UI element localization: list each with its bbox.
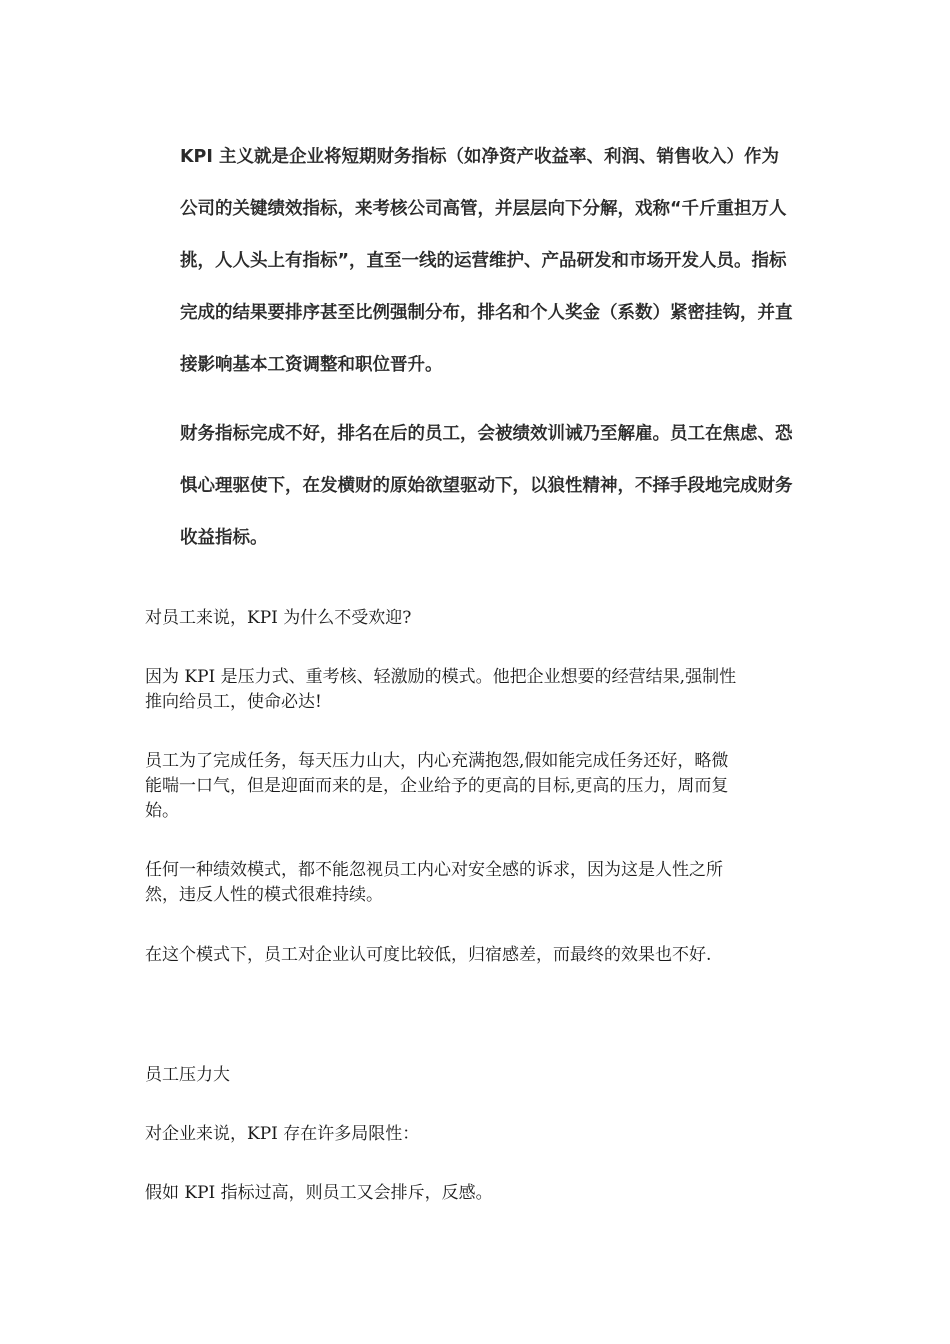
body-paragraph-low-recognition: 在这个模式下，员工对企业认可度比较低，归宿感差，而最终的效果也不好. [145, 945, 712, 965]
quote-line: 财务指标完成不好，排名在后的员工，会被绩效训诫乃至解雇。员工在焦虑、恐 [180, 424, 793, 444]
quote-line: 接影响基本工资调整和职位晋升。 [180, 355, 443, 375]
body-paragraph-security-need [145, 858, 815, 908]
quote-line: 收益指标。 [180, 528, 268, 548]
section-heading-pressure: 员工压力大 [145, 1065, 230, 1085]
question-paragraph: 对员工来说，KPI 为什么不受欢迎? [145, 608, 412, 628]
body-line: 始。 [145, 801, 179, 821]
body-line: 因为 KPI 是压力式、重考核、轻激励的模式。他把企业想要的经营结果,强制性 [145, 667, 737, 687]
body-line: 员工为了完成任务，每天压力山大，内心充满抱怨,假如能完成任务还好，略微 [145, 751, 729, 771]
body-paragraph-high-targets: 假如 KPI 指标过高，则员工又会排斥，反感。 [145, 1183, 493, 1203]
quote-paragraph-kpi-definition [180, 131, 870, 391]
body-line: 然，违反人性的模式很难持续。 [145, 885, 383, 905]
body-line: 能喘一口气，但是迎面而来的是，企业给予的更高的目标,更高的压力，周而复 [145, 776, 729, 796]
body-line: 推向给员工，使命必达! [145, 692, 322, 712]
body-line: 任何一种绩效模式，都不能忽视员工内心对安全感的诉求，因为这是人性之所 [145, 860, 723, 880]
quote-paragraph-consequences [180, 408, 870, 564]
quote-line: 完成的结果要排序甚至比例强制分布，排名和个人奖金（系数）紧密挂钩，并直 [180, 303, 793, 323]
quote-line: 公司的关键绩效指标，来考核公司高管，并层层向下分解，戏称“千斤重担万人 [180, 199, 787, 219]
quote-line: 惧心理驱使下，在发横财的原始欲望驱动下，以狼性精神，不择手段地完成财务 [180, 476, 793, 496]
body-paragraph-pressure-mode [145, 665, 815, 715]
body-paragraph-enterprise-limits: 对企业来说，KPI 存在许多局限性： [145, 1124, 420, 1144]
quote-line: 挑，人人头上有指标”，直至一线的运营维护、产品研发和市场开发人员。指标 [180, 251, 787, 271]
quote-line: KPI 主义就是企业将短期财务指标（如净资产收益率、利润、销售收入）作为 [180, 147, 779, 167]
body-paragraph-employee-burden [145, 749, 815, 824]
